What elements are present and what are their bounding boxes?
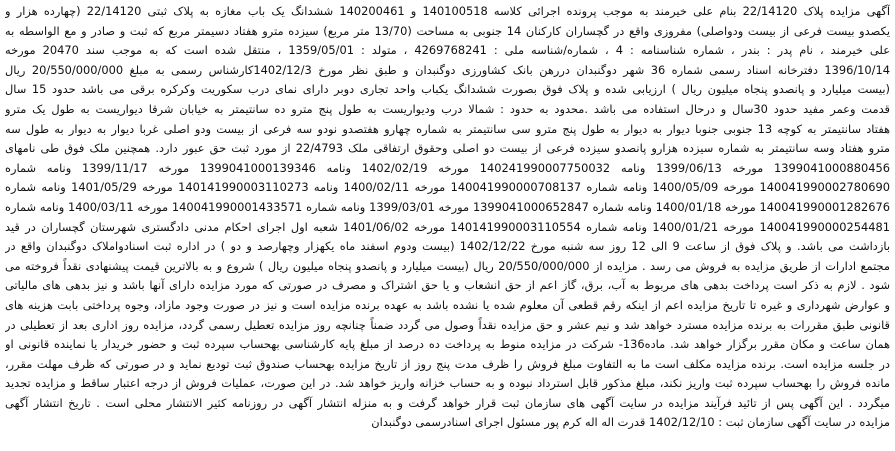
notice-line-2: یکصدو بیست فرعی از بیست ودواصلی) مفروزی واقع در گچساران کارکنان 14 جنوبی به مساحت (13/70 متر مربع) سیزده مترو هفتاد دسیمتر مربع که ثبت و صادر و مع الواسطه به	[5, 23, 890, 38]
notice-line-12: 140041990000254481 مورخه 1400/01/21 ونامه شماره 140141990003110554 مورخه 1401/06/02 شعبه اول اجرای احکام مدنی دادگستری شهرستان گچساران در قید	[5, 219, 890, 234]
notice-line-15: شود . لازم به ذکر است پرداخت بدهی های مربوط به آب، برق، گاز اعم از حق انشعاب و یا حق اشتراک و مصرف در صورتی که مورد مزایده دارای آنها باشد و نیز بدهی های مالیاتی	[5, 278, 890, 293]
notice-line-21: میگردد . این آگهی پس از تائید فرآیند مزایده در سایت آگهی های سازمان ثبت قرار خواهد گرفت و به منزله انتشار آگهی در روزنامه کثیر الانتشار محلی است . تاریخ انتشار آگهی	[5, 395, 890, 410]
notice-line-16: و عوارض شهرداری و غیره تا تاریخ مزایده اعم از اینکه رقم قطعی آن معلوم شده یا نشده باشد به عهده برنده مزایده است و نیز در صورت وجود مازاد، وجوه پرداختی بابت هزینه های	[5, 297, 890, 312]
notice-line-7: هفتاد سانتیمتر به کوچه 13 جنوبی جنوبا دیوار به دیوار به طول پنج مترو سی سانتیمتر به شماره چهارو هفتصدو نودو سه فرعی از بیست ودو اصلی غربا دیوار به دیوار به طول سه	[5, 121, 890, 136]
notice-line-13: بازداشت می باشد. و پلاک فوق از ساعت 9 الی 12 روز سه شنبه مورخ 1402/12/22 (بیست ودوم اسفند ماه یکهزار وچهارصد و دو ) در اداره ثبت اسنادواملاک دوگنبدان واقع در	[5, 239, 890, 254]
notice-line-11: 140041990001282676 مورخه 1400/01/18 ونامه شماره 1399041000652847 مورخه 1399/03/01 ونامه شماره 140041990001433571 مورخه 1400/03/11 ونامه شماره	[5, 199, 890, 214]
notice-line-18: همان ساعت و مکان مقرر برگزار خواهد شد. ماده136- شرکت در مزایده منوط به پرداخت ده درصد از مبلغ پایه کارشناسی بهحساب سپرده ثبت و حضور خریدار یا نماینده قانونی او	[5, 337, 890, 352]
notice-line-6: قدمت وعمر مفید حدود 30سال و درحال استفاده می باشد .محدود به حدود : شمالا درب ودیواریست به طول پنج مترو ده سانتیمتر به خیابان شرقا دیواریست به طول یک مترو	[5, 101, 890, 116]
notice-line-10: 140041990002780690 مورخه 1400/05/09 ونامه شماره 140041990000708137 مورخه 1400/02/11 ونامه 140141990003110273 مورخه 1401/05/29 ونامه شماره	[5, 180, 890, 195]
notice-line-14: مجتمع ادارات از طریق مزایده به فروش می رسد . مزایده از 20/550/000/000 ریال (بیست میلیارد و پانصدو پنجاه میلیون ریال ) شروع و به بالاترین قیمت پیشنهادی نقداً فروخته می	[5, 258, 890, 273]
notice-line-1: آگهی مزایده پلاک 22/14120 بنام علی خیرمند به موجب پرونده اجرائی کلاسه 140100518 و 140200461 ششدانگ یک باب مغازه به پلاک ثبتی 22/14120 (چهارده هزار و	[5, 4, 890, 18]
notice-line-4: 1396/10/14 دفترخانه اسناد رسمی شماره 36 شهر دوگنبدان دررهن بانک کشاورزی دوگنبدان و طبق نظر مورخ 1402/12/3کارشناس رسمی به مبلغ 20/550/000/000 ریال	[5, 62, 890, 77]
notice-line-19: در جلسه مزایده است. برنده مزایده مکلف است ما به التفاوت مبلغ فروش را ظرف مدت پنج روز از تاریخ مزایده بهحساب صندوق ثبت تودیع نماید و در صورتی که ظرف مهلت مقرر،	[5, 356, 890, 371]
notice-line-3: علی خیرمند ، نام پدر : بندر ، شماره شناسنامه : 4 ، شماره/شناسه ملی : 4269768241 ، متولد : 1359/05/01 ، منتقل شده است که به موجب سند 20470 مورخه	[5, 43, 890, 58]
notice-line-22: مزایده در سایت آگهی سازمان ثبت : 1402/12/10 قدرت اله اله کرم پور مسئول اجرای اسنادرسمی دوگنبدان	[371, 415, 890, 430]
notice-line-17: قانونی طبق مقررات به برنده مزایده مسترد خواهد شد و نیم عشر و حق مزایده نقداً وصول می گردد ضمناً چنانچه روز مزایده تعطیل رسمی گردد، مزایده روز اداری بعد از تعطیلی در	[5, 317, 890, 332]
notice-line-5: (بیست میلیارد و پانصدو پنجاه میلیون ریال ) ارزیابی شده و پلاک فوق بصورت ششدانگ یکباب واحد تجاری دوبر دارای نمای درب سکوریت وکرکره برقی می باشد حدود 15 سال	[5, 82, 890, 97]
notice-line-9: 1399041000880456 مورخه 1399/06/13 ونامه 140241990007750032 مورخه 1402/02/19 ونامه 1399041000139346 مورخه 1399/11/17 ونامه شماره	[5, 160, 890, 175]
notice-line-20: مانده فروش را بهحساب سپرده ثبت واریز نکند، مبلغ مذکور قابل استرداد نبوده و به حساب خزانه واریز خواهد شد. در این صورت، عملیات فروش از درجه اعتبار ساقط و مزایده تجدید	[5, 376, 890, 391]
notice-line-8: مترو هفتاد وسه سانتیمتر به شماره سیزده هزارو پانصدو سیزده فرعی از بیست دو اصلی وحقوق ارتفاقی ملک 22/4793 از مورد ثبت حق عبور دارد. همچنین ملک فوق طی نامهای	[5, 141, 890, 156]
